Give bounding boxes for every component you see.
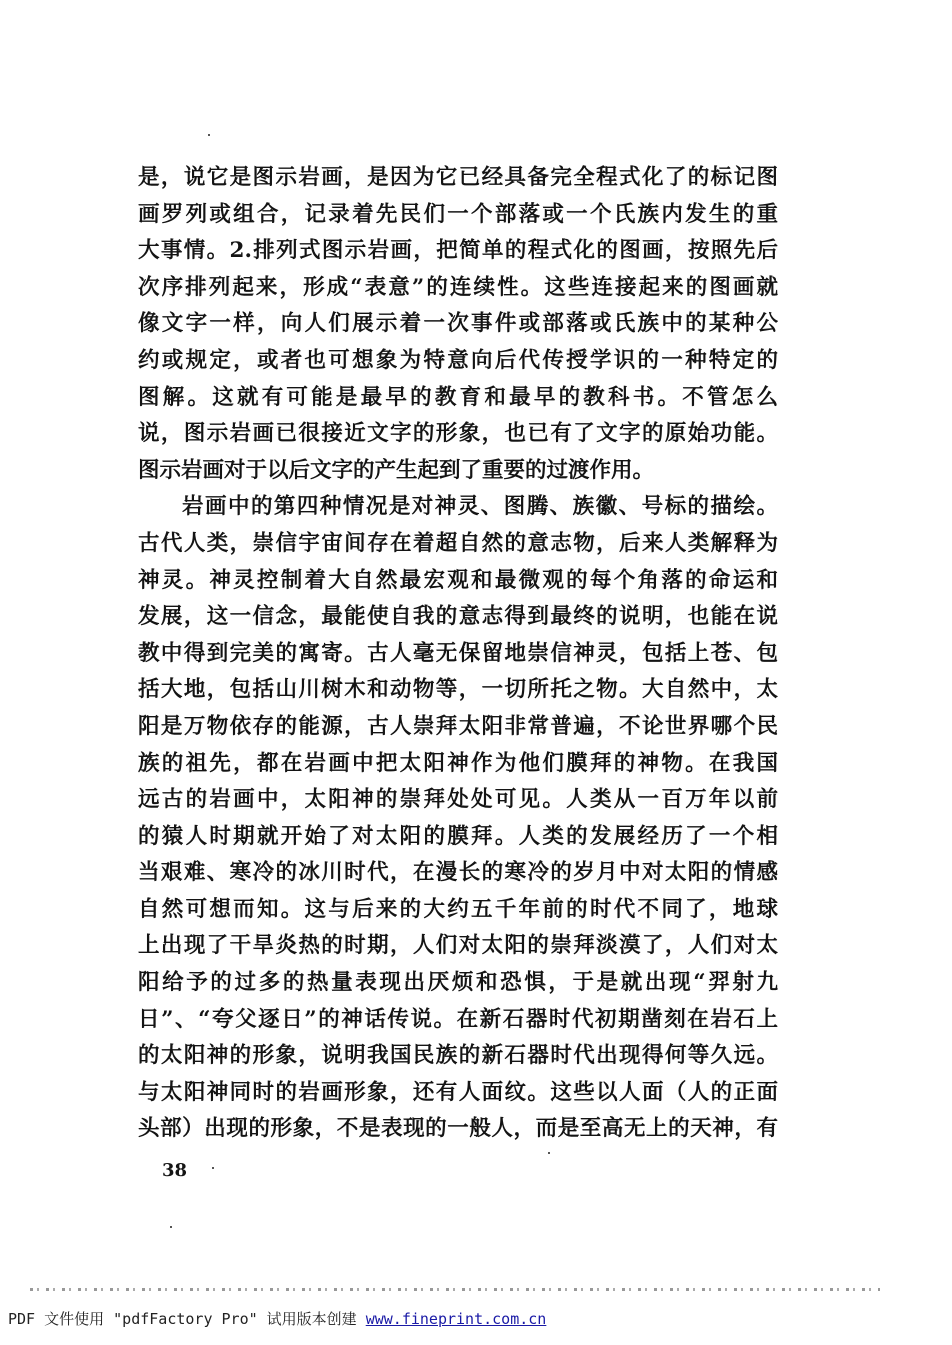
text-line: 神灵。神灵控制着大自然最宏观和最微观的每个角落的命运和 bbox=[138, 567, 778, 593]
text-line: 教中得到完美的寓寄。古人毫无保留地崇信神灵，包括上苍、包 bbox=[138, 640, 778, 666]
footer-text: PDF 文件使用 "pdfFactory Pro" 试用版本创建 bbox=[8, 1310, 366, 1328]
text-line: 发展，这一信念，最能使自我的意志得到最终的说明，也能在说 bbox=[138, 604, 778, 630]
pdf-footer bbox=[8, 1308, 546, 1329]
text-line: 约或规定，或者也可想象为特意向后代传授学识的一种特定的 bbox=[138, 347, 778, 373]
scan-speck bbox=[208, 134, 210, 136]
text-line: 上出现了干旱炎热的时期，人们对太阳的崇拜淡漠了，人们对太 bbox=[138, 933, 778, 959]
text-line: 与太阳神同时的岩画形象，还有人面纹。这些以人面（人的正面 bbox=[138, 1079, 778, 1105]
footer-link[interactable]: www.fineprint.com.cn bbox=[365, 1310, 547, 1328]
text-line: 当艰难、寒冷的冰川时代，在漫长的寒冷的岁月中对太阳的情感 bbox=[138, 860, 778, 886]
text-line: 是，说它是图示岩画，是因为它已经具备完全程式化了的标记图 bbox=[138, 165, 778, 190]
text-line: 次序排列起来，形成“表意”的连续性。这些连接起来的图画就 bbox=[138, 274, 778, 300]
text-line: 头部）出现的形象，不是表现的一般人，而是至高无上的天神，有 bbox=[138, 1116, 778, 1142]
text-line: 自然可想而知。这与后来的大约五千年前的时代不同了，地球 bbox=[138, 896, 778, 922]
text-line: 说，图示岩画已很接近文字的形象，也已有了文字的原始功能。 bbox=[138, 421, 778, 447]
body-text bbox=[138, 160, 778, 1148]
text-line: 古代人类，崇信宇宙间存在着超自然的意志物，后来人类解释为 bbox=[138, 530, 778, 556]
scan-noise-line bbox=[30, 1288, 880, 1291]
text-line: 图解。这就有可能是最早的教育和最早的教科书。不管怎么 bbox=[138, 384, 778, 410]
text-line: 日”、“夸父逐日”的神话传说。在新石器时代初期凿刻在岩石上 bbox=[138, 1006, 778, 1032]
text-line: 的猿人时期就开始了对太阳的膜拜。人类的发展经历了一个相 bbox=[138, 823, 778, 849]
page-number: 38 bbox=[162, 1160, 188, 1181]
text-line: 图示岩画对于以后文字的产生起到了重要的过渡作用。 bbox=[138, 457, 655, 483]
text-line: 括大地，包括山川树木和动物等，一切所托之物。大自然中，太 bbox=[138, 677, 778, 703]
scan-speck bbox=[548, 1152, 550, 1154]
text-line: 像文字一样，向人们展示着一次事件或部落或氏族中的某种公 bbox=[138, 311, 778, 337]
text-line: 画罗列或组合，记录着先民们一个部落或一个氏族内发生的重 bbox=[138, 201, 778, 227]
text-line: 远古的岩画中，太阳神的崇拜处处可见。人类从一百万年以前 bbox=[138, 787, 778, 813]
scan-speck bbox=[170, 1226, 172, 1228]
text-line: 族的祖先，都在岩画中把太阳神作为他们膜拜的神物。在我国 bbox=[138, 750, 778, 776]
text-line: 大事情。2.排列式图示岩画，把简单的程式化的图画，按照先后 bbox=[138, 238, 778, 264]
scan-speck bbox=[212, 1167, 214, 1169]
text-line: 阳是万物依存的能源，古人崇拜太阳非常普遍，不论世界哪个民 bbox=[138, 713, 778, 739]
paragraph-start-line: 岩画中的第四种情况是对神灵、图腾、族徽、号标的描绘。 bbox=[182, 494, 778, 520]
text-line: 阳给予的过多的热量表现出厌烦和恐惧，于是就出现“羿射九 bbox=[138, 970, 778, 996]
text-line: 的太阳神的形象，说明我国民族的新石器时代出现得何等久远。 bbox=[138, 1043, 778, 1069]
